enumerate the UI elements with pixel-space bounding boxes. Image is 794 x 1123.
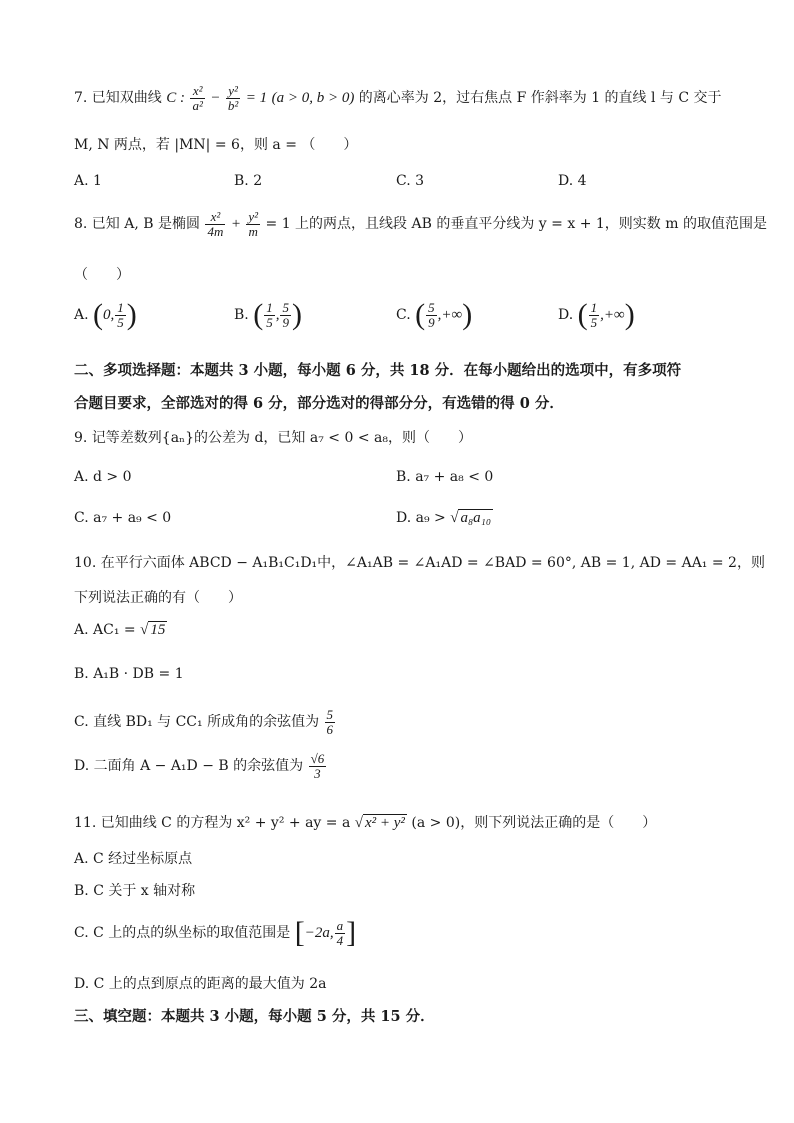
- q8-option-a-label: A.: [74, 307, 89, 323]
- q9-option-a: A. d > 0: [74, 469, 132, 485]
- q8-option-c: C. ( $\frac{5}{9}$ ,+∞): [396, 298, 473, 331]
- q7-fraction-y: $\frac{\text{y²}}{\text{b²}}$: [227, 83, 239, 113]
- q8-stem-suffix: = 1 上的两点，且线段 AB 的垂直平分线为 y = x + 1，则实数 m 的取值范围是: [265, 216, 767, 233]
- q10-stem-line2: 下列说法正确的有（ ）: [74, 590, 242, 606]
- section2-heading-line2: 合题目要求，全部选对的得 6 分，部分选对的得部分分，有选错的得 0 分．: [74, 395, 564, 412]
- q7-eq: = 1: [245, 90, 268, 107]
- q8-plus: +: [230, 216, 241, 233]
- q8-option-a: A. (0, $\frac{1}{5}$ ): [74, 298, 137, 331]
- q7-minus: −: [210, 90, 221, 107]
- section3-heading: 三、填空题：本题共 3 小题，每小题 5 分，共 15 分．: [74, 1008, 435, 1025]
- q9-option-c: C. a₇ + a₉ < 0: [74, 510, 172, 526]
- q8-stem-line1: [74, 210, 767, 238]
- q9-option-b: B. a₇ + a₈ < 0: [396, 469, 494, 485]
- q10-option-a-sqrt: √ 15: [140, 622, 166, 638]
- q11-stem-suffix: (a > 0)，则下列说法正确的是（ ）: [411, 815, 657, 831]
- q10-option-c: C. 直线 BD₁ 与 CC₁ 所成角的余弦值为 $\frac{5}{6}$: [74, 707, 334, 737]
- q7-condition: (a > 0, b > 0): [271, 90, 355, 107]
- q7-stem-suffix: 的离心率为 2，过右焦点 F 作斜率为 1 的直线 l 与 C 交于: [358, 90, 722, 107]
- q8-option-c-label: C.: [396, 307, 411, 323]
- q11-option-a: A. C 经过坐标原点: [74, 851, 193, 867]
- q9-option-d-sqrt: √ a₈a₁₀: [450, 510, 492, 526]
- q9-option-d-text: D. a₉ >: [396, 510, 446, 526]
- q7-stem-line1: [74, 84, 722, 112]
- q8-option-b: B. ( $\frac{1}{5}$ , $\frac{5}{9}$ ): [234, 298, 302, 331]
- q11-option-b: B. C 关于 x 轴对称: [74, 883, 196, 899]
- q10-option-b: B. A₁B · DB = 1: [74, 666, 184, 682]
- q11-option-d: D. C 上的点到原点的距离的最大值为 2a: [74, 976, 327, 992]
- q8-stem-line2: （ ）: [74, 267, 130, 283]
- q7-curve-name: C :: [166, 90, 186, 107]
- q9-option-d: [396, 510, 493, 527]
- q11-option-c-text: C. C 上的点的纵坐标的取值范围是: [74, 925, 291, 941]
- q10-option-d: D. 二面角 A − A₁D − B 的余弦值为 $\frac{√6}{3}$: [74, 751, 325, 781]
- q10-option-c-text: C. 直线 BD₁ 与 CC₁ 所成角的余弦值为: [74, 714, 320, 731]
- q8-option-d-label: D.: [558, 307, 574, 323]
- q8-stem-prefix: 8. 已知 A, B 是椭圆: [74, 216, 201, 233]
- q11-option-c: C. C 上的点的纵坐标的取值范围是 [−2a, $\frac{a}{4}$ ]: [74, 916, 357, 949]
- q7-option-b: B. 2: [234, 173, 263, 189]
- q11-stem-prefix: 11. 已知曲线 C 的方程为 x² + y² + ay = a: [74, 815, 351, 831]
- q7-stem-line2: M, N 两点，若 |MN| = 6，则 a = （ ）: [74, 137, 358, 153]
- section2-heading-line1: 二、多项选择题：本题共 3 小题，每小题 6 分，共 18 分．在每小题给出的选项中，有多项符: [74, 362, 682, 379]
- q9-stem: 9. 记等差数列{aₙ}的公差为 d，已知 a₇ < 0 < a₈，则（ ）: [74, 430, 472, 446]
- q10-stem-line1: 10. 在平行六面体 ABCD − A₁B₁C₁D₁中，∠A₁AB = ∠A₁AD = ∠BAD = 60°, AB = 1, AD = AA₁ = 2，则: [74, 555, 765, 571]
- q7-fraction-x: $\frac{\text{x²}}{\text{a²}}$: [192, 83, 203, 113]
- q7-option-d: D. 4: [558, 173, 587, 189]
- q8-option-b-label: B.: [234, 307, 249, 323]
- q7-stem-prefix: 7. 已知双曲线: [74, 90, 162, 107]
- q11-stem: [74, 812, 656, 832]
- q10-option-d-text: D. 二面角 A − A₁D − B 的余弦值为: [74, 758, 304, 775]
- q8-fraction-x: $\frac{\text{x²}}{4m}$: [207, 209, 224, 239]
- q10-option-a: [74, 622, 167, 639]
- q7-option-c: C. 3: [396, 173, 425, 189]
- q8-option-d: D. ( $\frac{1}{5}$ ,+∞): [558, 298, 635, 331]
- q10-option-a-text: A. AC₁ =: [74, 622, 136, 638]
- q7-option-a: A. 1: [74, 173, 102, 189]
- q11-sqrt: √ x² + y²: [354, 815, 405, 831]
- q8-fraction-y: $\frac{\text{y²}}{m}$: [248, 209, 259, 239]
